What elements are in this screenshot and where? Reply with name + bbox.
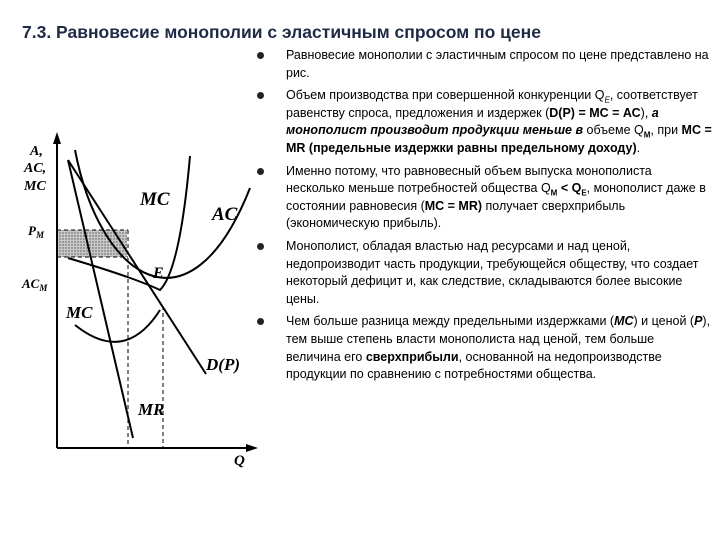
bullet-list: [252, 47, 712, 389]
bullet-icon: [257, 52, 264, 59]
slide-title: 7.3. Равновесие монополии с эластичным спросом по цене: [22, 22, 541, 42]
e-label: E: [153, 265, 164, 282]
mr-label: MR: [138, 400, 165, 419]
bullet-icon: [257, 318, 264, 325]
bullet-item-3: Именно потому, что равновесный объем выпуска монополиста несколько меньше потребностей общества $Q_M < Q_E$, монополист даже в состоянии равновесия (МС = MR) получает сверхприбыль (экономическую прибыль).: [252, 163, 712, 233]
bullet-item-2: Объем производства при совершенной конкуренции $Q_E$, соответствует равенству спроса, предложения и издержек (D(P) = МС = АС), а монополист производит продукции меньше в объеме $Q_M$, при МС = MR (предельные издержки равны предельному доходу).: [252, 87, 712, 157]
mc-lower-label: MC: [66, 303, 93, 322]
y-axis-label-mc: MC: [24, 179, 46, 194]
y-axis-label-a: A,: [30, 144, 43, 159]
demand-curve: [68, 160, 206, 374]
demand-label: D(P): [206, 355, 240, 374]
q-axis-label: Q: [234, 453, 245, 469]
bullet-item-4: Монополист, обладая властью над ресурсами и над ценой, недопроизводит часть продукции, требующейся обществу, что создает некоторый дефицит и, как следствие, складываются более высокие цены.: [252, 238, 712, 308]
bullet-icon: [257, 168, 264, 175]
ac-label: AC: [212, 204, 238, 225]
y-axis-label-ac: AC,: [24, 161, 47, 176]
mr-curve: [68, 160, 133, 438]
monopoly-equilibrium-figure: [20, 130, 260, 469]
bullet-icon: [257, 92, 264, 99]
mc-curve: [68, 156, 190, 290]
acm-label: $AC_M$: [22, 276, 48, 293]
pm-label: $P_M$: [28, 223, 44, 240]
x-axis-arrow: [246, 444, 258, 452]
monopoly-diagram: [20, 130, 260, 469]
mc-upper-label: MC: [140, 189, 170, 210]
bullet-icon: [257, 243, 264, 250]
bullet-item-1: Равновесие монополии с эластичным спросом по цене представлено на рис.: [252, 47, 712, 82]
y-axis-arrow: [53, 132, 61, 144]
bullet-item-5: Чем больше разница между предельными издержками (МС) и ценой (Р), тем выше степень власти монополиста над ценой, тем больше величина его сверхприбыли, основанной на недопроизводстве продукции по сравнению с потребностями общества.: [252, 313, 712, 383]
